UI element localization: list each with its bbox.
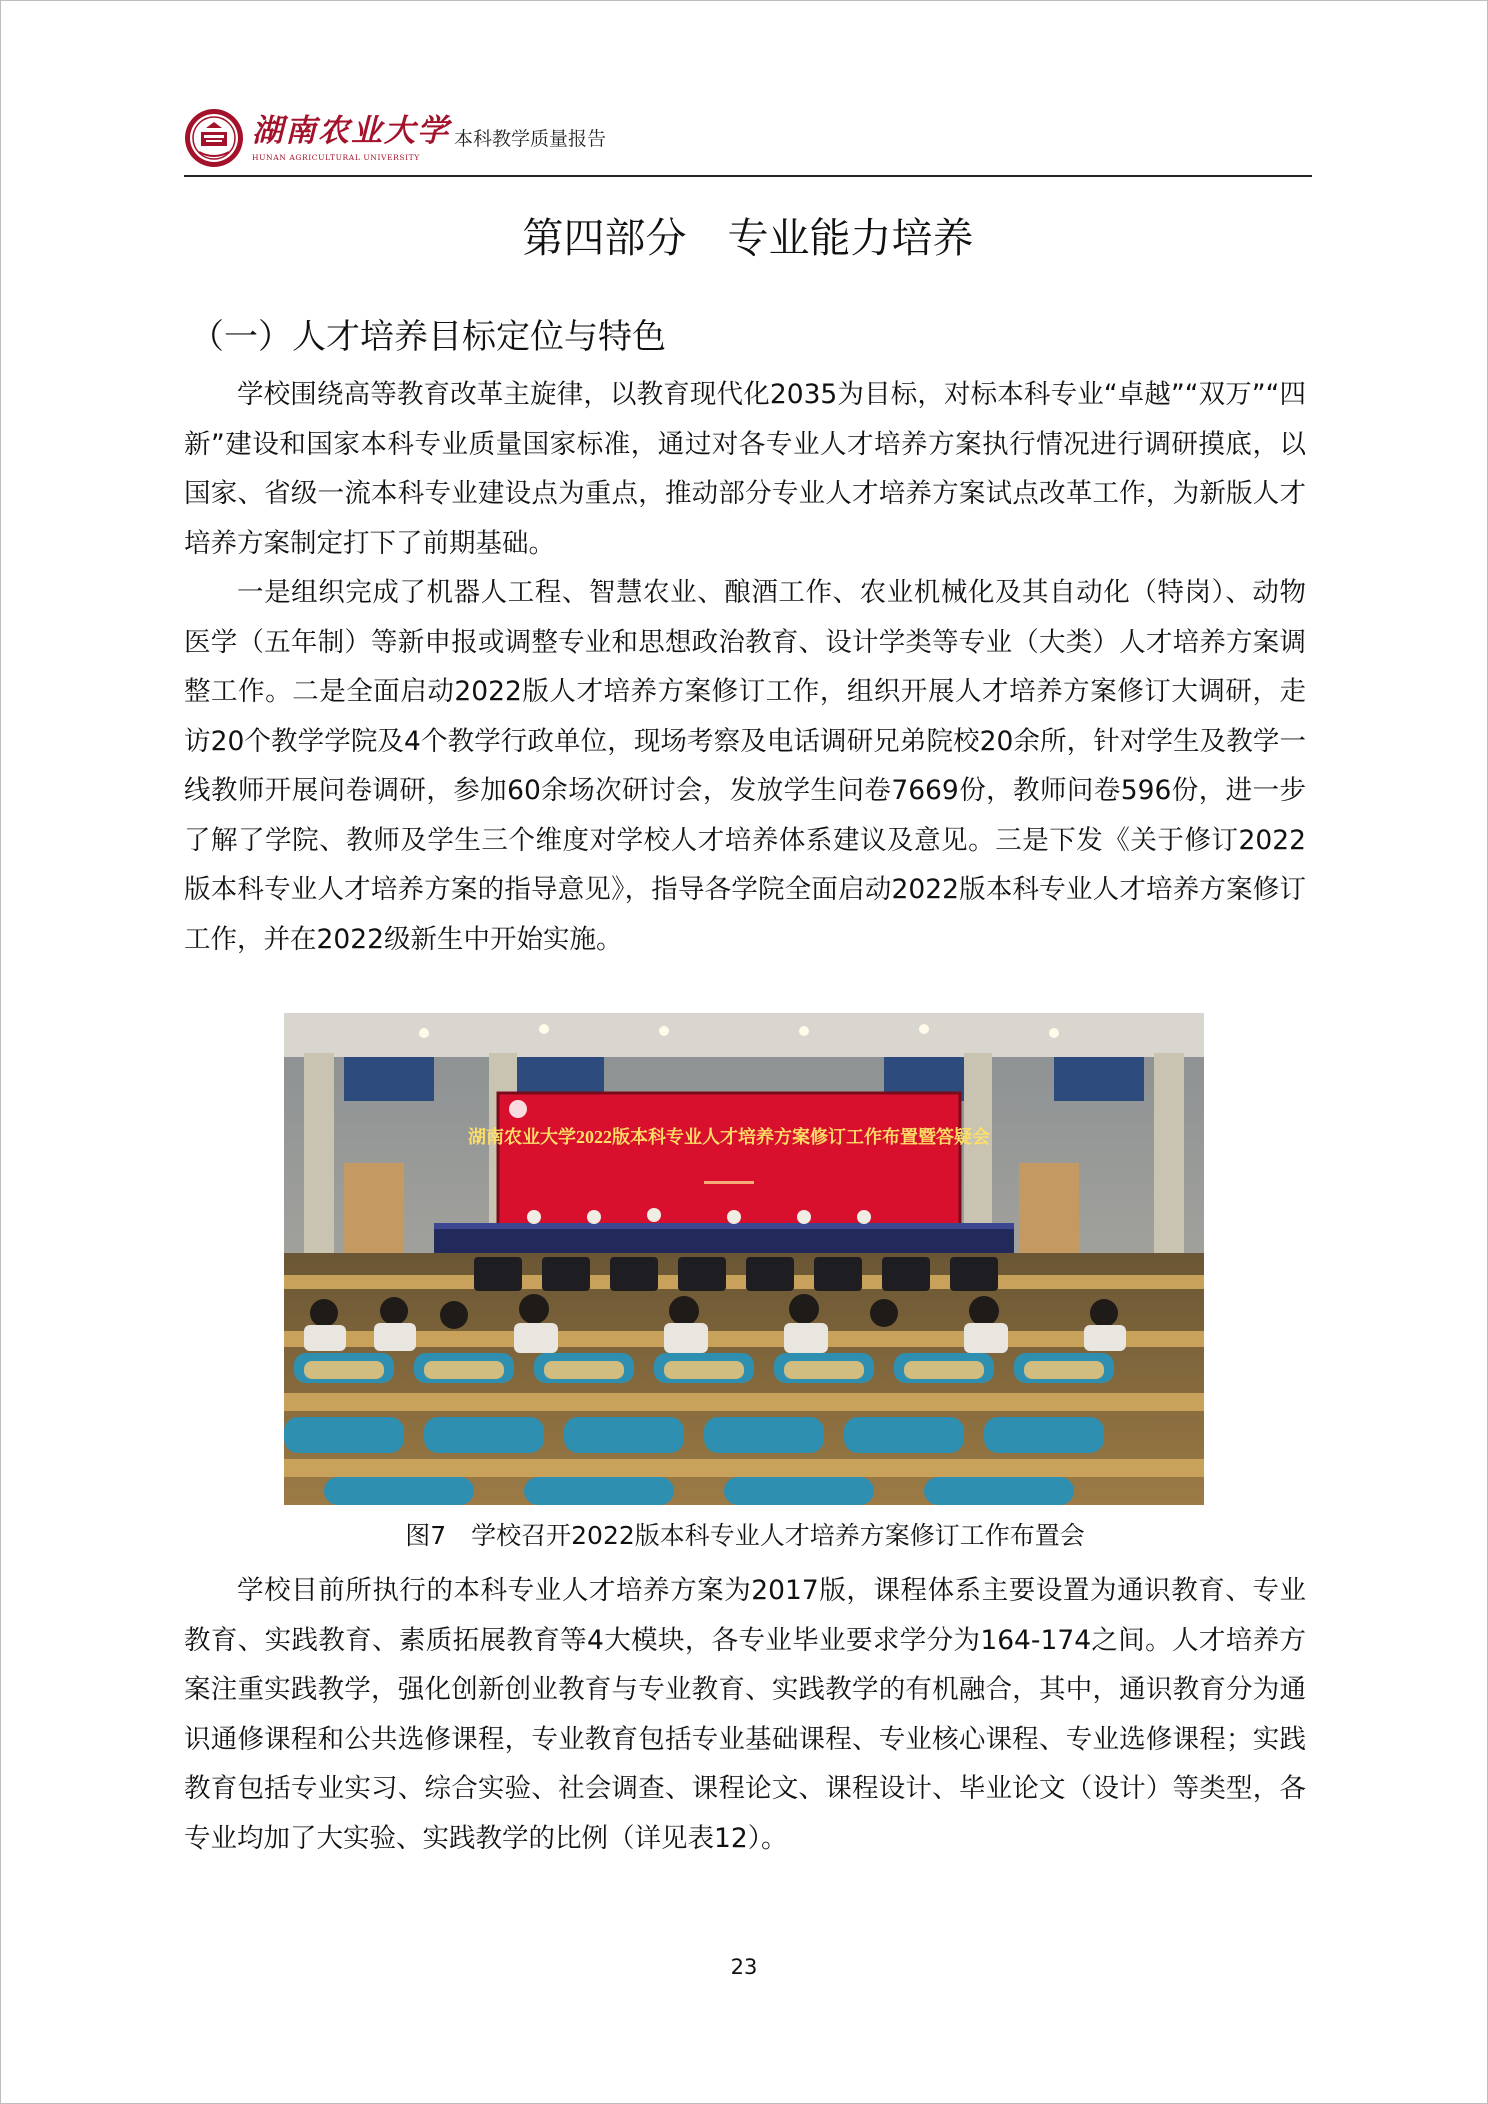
page-number: 23 xyxy=(730,1955,758,1979)
report-title: 本科教学质量报告 xyxy=(454,128,607,150)
screen-banner-text: 湖南农业大学2022版本科专业人才培养方案修订工作布置暨答疑会 xyxy=(468,1127,990,1147)
header-divider xyxy=(184,175,1312,177)
figure-caption: 图7 学校召开2022版本科专业人才培养方案修订工作布置会 xyxy=(405,1521,1085,1550)
meeting-photo xyxy=(284,1013,1204,1505)
section-title: （一）人才培养目标定位与特色 xyxy=(190,317,666,357)
paragraph-goals: 学校围绕高等教育改革主旋律，以教育现代化2035为目标，对标本科专业“卓越”“双万”“四新”建设和国家本科专业质量国家标准，通过对各专业人才培养方案执行情况进行调研摸底，以国家、省级一流本科专业建设点为重点，推动部分专业人才培养方案试点改革工作，为新版人才培养方案制定打下了前期基础。 xyxy=(184,379,1306,559)
part-title: 第四部分 专业能力培养 xyxy=(522,214,974,262)
paragraph-curriculum: 学校目前所执行的本科专业人才培养方案为2017版，课程体系主要设置为通识教育、专业教育、实践教育、素质拓展教育等4大模块，各专业毕业要求学分为164-174之间。人才培养方案注重实践教学，强化创新创业教育与专业教育、实践教学的有机融合，其中，通识教育分为通识通修课程和公共选修课程，专业教育包括专业基础课程、专业核心课程、专业选修课程；实践教育包括专业实习、综合实验、社会调查、课程论文、课程设计、毕业论文（设计）等类型，各专业均加了大实验、实践教学的比例（详见表12）。 xyxy=(184,1575,1306,1854)
university-name-calligraphy: 湖南农业大学 xyxy=(252,113,450,149)
page-header xyxy=(184,104,1312,176)
university-name-english: HUNAN AGRICULTURAL UNIVERSITY xyxy=(252,153,420,162)
university-seal-icon xyxy=(184,108,244,168)
paragraph-revision-work: 一是组织完成了机器人工程、智慧农业、酿酒工作、农业机械化及其自动化（特岗）、动物医学（五年制）等新申报或调整专业和思想政治教育、设计学类等专业（大类）人才培养方案调整工作。二是全面启动2022版人才培养方案修订工作，组织开展人才培养方案修订大调研，走访20个教学学院及4个教学行政单位，现场考察及电话调研兄弟院校20余所，针对学生及教学一线教师开展问卷调研，参加60余场次研讨会，发放学生问卷7669份，教师问卷596份，进一步了解了学院、教师及学生三个维度对学校人才培养体系建议及意见。三是下发《关于修订2022版本科专业人才培养方案的指导意见》，指导各学院全面启动2022版本科专业人才培养方案修订工作，并在2022级新生中开始实施。 xyxy=(184,577,1306,955)
university-wordmark xyxy=(252,112,450,168)
